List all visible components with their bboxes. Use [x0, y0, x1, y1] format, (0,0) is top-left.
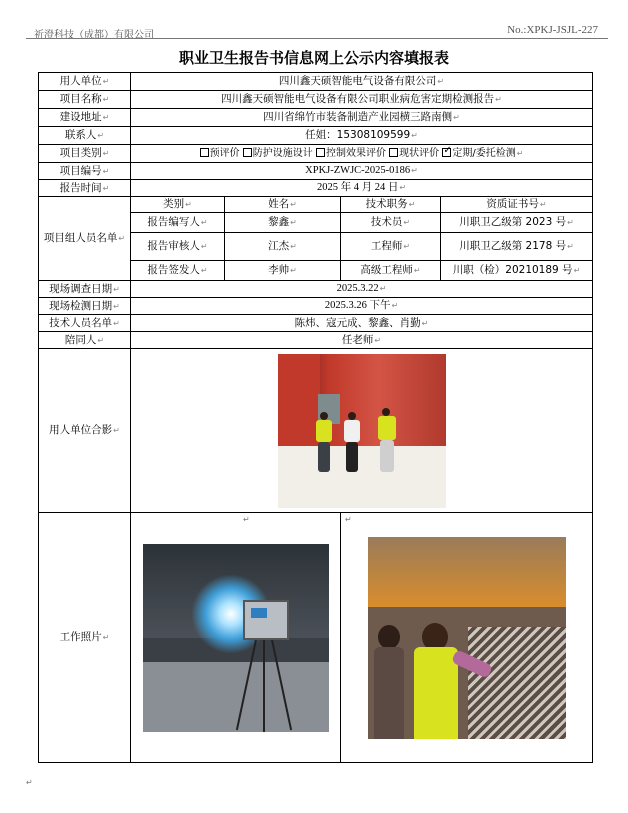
- category-label: 项目类别↵: [39, 145, 131, 163]
- person-vest: [378, 416, 396, 440]
- team-title: 工程师↵: [341, 233, 441, 261]
- row-test-date: [39, 298, 593, 315]
- person-shirt: [344, 420, 360, 442]
- escort-value: 任老师↵: [131, 332, 593, 349]
- project-no-value: XPKJ-ZWJC-2025-0186↵: [131, 163, 593, 180]
- paragraph-mark: ↵: [26, 778, 33, 787]
- row-survey-date: [39, 281, 593, 298]
- form-title: 职业卫生报告书信息网上公示内容填报表: [178, 49, 449, 67]
- address-value: 四川省绵竹市装备制造产业园横三路南侧↵: [131, 109, 593, 127]
- team-header-row: [39, 197, 593, 213]
- disclosure-form-table: [38, 72, 593, 763]
- group-photo-cell: [131, 349, 593, 513]
- team-header-role: 类别↵: [131, 197, 225, 213]
- project-name-label: 项目名称↵: [39, 91, 131, 109]
- team-name: 江杰↵: [225, 233, 341, 261]
- survey-date-label: 现场调查日期↵: [39, 281, 131, 298]
- work-bench: [143, 662, 329, 732]
- team-header-title: 技术职务↵: [341, 197, 441, 213]
- team-role: 报告审核人↵: [131, 233, 225, 261]
- report-time-label: 报告时间↵: [39, 180, 131, 197]
- team-title: 高级工程师↵: [341, 261, 441, 281]
- checkbox-icon[interactable]: [316, 148, 325, 157]
- row-escort: [39, 332, 593, 349]
- machinery-background: [368, 537, 566, 607]
- contact-value: 任姐：15308109599↵: [131, 127, 593, 145]
- group-photo-label: 用人单位合影↵: [39, 349, 131, 513]
- detector-instrument: [243, 600, 289, 640]
- paragraph-mark: ↵: [345, 515, 352, 524]
- employer-label: 用人单位↵: [39, 73, 131, 91]
- person-body: [374, 647, 404, 739]
- category-options: 预评价 防护设施设计 控制效果评价 现状评价 ✓ 定期/委托检测↵: [131, 145, 593, 163]
- row-work-photos: [39, 513, 593, 763]
- row-contact: [39, 127, 593, 145]
- row-category: [39, 145, 593, 163]
- row-tech-staff: [39, 315, 593, 332]
- workers-photo: [368, 537, 566, 739]
- team-name: 李帅↵: [225, 261, 341, 281]
- person-head: [320, 412, 328, 420]
- document-number: No.:XPKJ-JSJL-227: [507, 24, 598, 36]
- person-legs: [346, 442, 358, 472]
- tripod-leg: [263, 640, 265, 732]
- person-vest: [414, 647, 458, 739]
- work-photo-cell-left: [131, 513, 341, 763]
- category-option-protection-design[interactable]: 防护设施设计: [243, 148, 313, 159]
- row-project-name: [39, 91, 593, 109]
- team-role: 报告编写人↵: [131, 213, 225, 233]
- ground: [278, 446, 446, 508]
- checked-checkbox-icon[interactable]: [442, 148, 451, 157]
- paragraph-mark: ↵: [243, 515, 250, 524]
- category-option-pre-evaluation[interactable]: 预评价: [200, 148, 240, 159]
- project-no-label: 项目编号↵: [39, 163, 131, 180]
- address-label: 建设地址↵: [39, 109, 131, 127]
- category-option-periodic-testing[interactable]: ✓ 定期/委托检测: [442, 148, 515, 159]
- row-report-time: [39, 180, 593, 197]
- escort-label: 陪同人↵: [39, 332, 131, 349]
- person-legs: [318, 442, 330, 472]
- team-cert: 川职卫乙级第 2178 号↵: [441, 233, 593, 261]
- test-date-value: 2025.3.26 下午↵: [131, 298, 593, 315]
- row-project-no: [39, 163, 593, 180]
- group-photo: [278, 354, 446, 508]
- welding-photo: [143, 544, 329, 732]
- header-divider: [26, 38, 608, 39]
- person-head: [378, 625, 400, 649]
- work-photo-cell-right: [341, 513, 593, 763]
- category-option-status-evaluation[interactable]: 现状评价: [389, 148, 439, 159]
- contact-label: 联系人↵: [39, 127, 131, 145]
- team-label: 项目组人员名单↵: [39, 197, 131, 281]
- row-group-photo: [39, 349, 593, 513]
- team-cert: 川职（检）20210189 号↵: [441, 261, 593, 281]
- person-head: [348, 412, 356, 420]
- checkbox-icon[interactable]: [389, 148, 398, 157]
- team-name: 黎鑫↵: [225, 213, 341, 233]
- metal-grating: [468, 627, 566, 739]
- company-name: 祈澄科技（成都）有限公司: [34, 30, 154, 41]
- team-header-cert: 资质证书号↵: [441, 197, 593, 213]
- team-cert: 川职卫乙级第 2023 号↵: [441, 213, 593, 233]
- person-vest: [316, 420, 332, 442]
- work-photo-label: 工作照片↵: [39, 513, 131, 763]
- tech-staff-value: 陈炜、寇元成、黎鑫、肖勤↵: [131, 315, 593, 332]
- checkbox-icon[interactable]: [243, 148, 252, 157]
- factory-wall: [278, 354, 446, 446]
- team-role: 报告签发人↵: [131, 261, 225, 281]
- employer-value: 四川鑫天硕智能电气设备有限公司↵: [131, 73, 593, 91]
- person-legs: [380, 440, 394, 472]
- row-address: [39, 109, 593, 127]
- row-employer: [39, 73, 593, 91]
- tech-staff-label: 技术人员名单↵: [39, 315, 131, 332]
- checkbox-icon[interactable]: [200, 148, 209, 157]
- report-time-value: 2025 年 4 月 24 日↵: [131, 180, 593, 197]
- person-head: [382, 408, 390, 416]
- team-header-name: 姓名↵: [225, 197, 341, 213]
- category-option-control-evaluation[interactable]: 控制效果评价: [316, 148, 386, 159]
- project-name-value: 四川鑫天硕智能电气设备有限公司职业病危害定期检测报告↵: [131, 91, 593, 109]
- test-date-label: 现场检测日期↵: [39, 298, 131, 315]
- team-title: 技术员↵: [341, 213, 441, 233]
- survey-date-value: 2025.3.22↵: [131, 281, 593, 298]
